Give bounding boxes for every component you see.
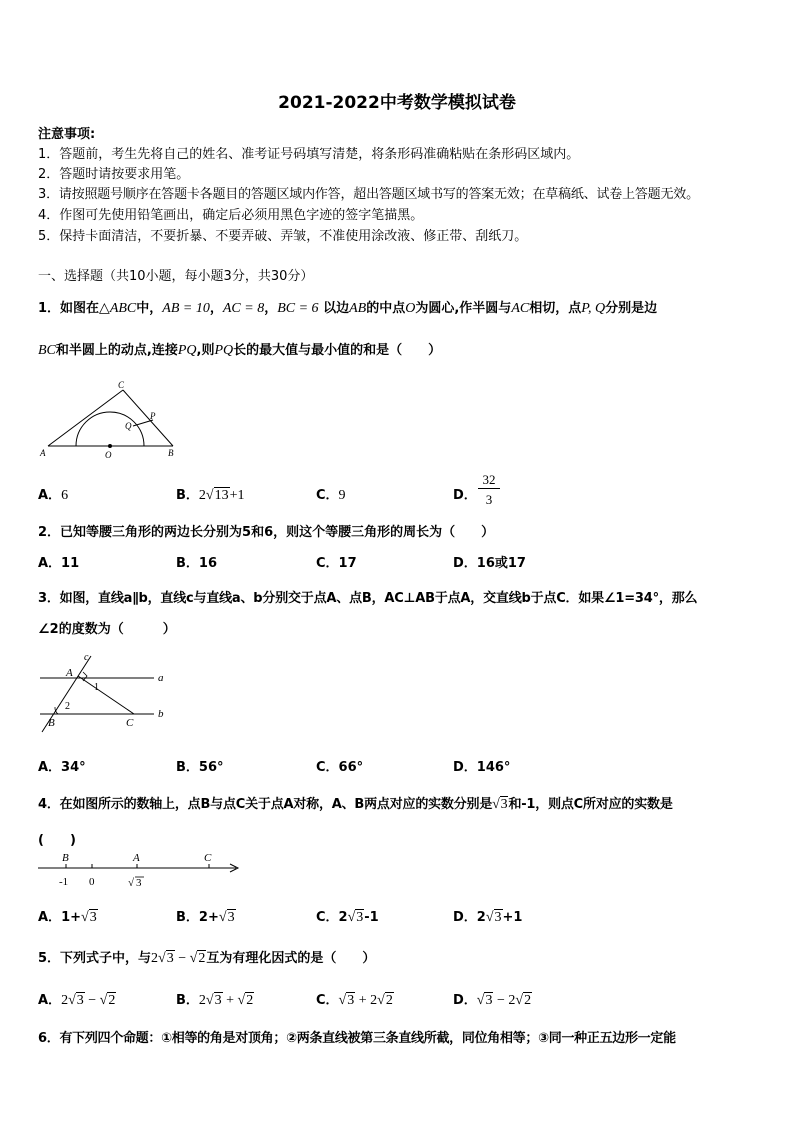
page-title: 2021-2022中考数学模拟试卷 bbox=[278, 93, 516, 113]
tick-sqrt3: 3 bbox=[136, 877, 142, 889]
option-3a[interactable]: A．34° bbox=[38, 760, 86, 775]
label-A: A bbox=[133, 852, 140, 864]
option-2c[interactable]: C．17 bbox=[316, 556, 357, 571]
figure-triangle-semicircle bbox=[38, 378, 178, 460]
option-4c[interactable]: C．2√3-1 bbox=[316, 910, 379, 925]
label-A: A bbox=[40, 448, 46, 458]
option-3c[interactable]: C．66° bbox=[316, 760, 364, 775]
label-c: c bbox=[84, 652, 89, 663]
label-B: B bbox=[62, 852, 69, 864]
label-O: O bbox=[105, 450, 112, 460]
tick-0: 0 bbox=[89, 876, 95, 888]
option-2d[interactable]: D．16或17 bbox=[453, 556, 526, 571]
question-4-line1: 4．在如图所示的数轴上，点B与点C关于点A对称，A、B两点对应的实数分别是√3和-1，则点C所对应的实数是 bbox=[38, 797, 673, 812]
label-b: b bbox=[158, 708, 164, 720]
option-4d[interactable]: D．2√3+1 bbox=[453, 910, 523, 925]
question-6: 6．有下列四个命题：①相等的角是对顶角；②两条直线被第三条直线所截，同位角相等；③同一种正五边形一定能 bbox=[38, 1031, 676, 1046]
option-2b[interactable]: B．16 bbox=[176, 556, 217, 571]
option-5b[interactable]: B．2√3 + √2 bbox=[176, 993, 254, 1008]
fraction-denominator: 3 bbox=[485, 492, 493, 507]
question-1-line2: BC和半圆上的动点,连接PQ,则PQ长的最大值与最小值的和是（ ） bbox=[38, 343, 442, 358]
label-B: B bbox=[48, 717, 55, 729]
svg-text:√: √ bbox=[128, 877, 135, 889]
question-4-line2: ( ) bbox=[38, 833, 76, 848]
label-C: C bbox=[118, 380, 125, 390]
option-1b[interactable]: B．2√13+1 bbox=[176, 488, 245, 503]
label-A: A bbox=[66, 667, 73, 679]
notice-item: 4．作图可先使用铅笔画出，确定后必须用黑色字迹的签字笔描黑。 bbox=[38, 208, 424, 223]
label-C: C bbox=[126, 717, 134, 729]
option-1d[interactable]: D． bbox=[453, 488, 477, 503]
question-3-line2: ∠2的度数为（ ） bbox=[38, 622, 176, 637]
label-angle-1: 1 bbox=[94, 682, 99, 693]
question-3-line1: 3．如图，直线a∥b，直线c与直线a、b分别交于点A、点B，AC⊥AB于点A，交直线b于点C．如果∠1=34°，那么 bbox=[38, 591, 698, 606]
figure-number-line bbox=[36, 848, 246, 894]
notice-item: 2．答题时请按要求用笔。 bbox=[38, 167, 190, 182]
question-2: 2．已知等腰三角形的两边长分别为5和6，则这个等腰三角形的周长为（ ） bbox=[38, 525, 495, 540]
option-1a[interactable]: A．6 bbox=[38, 488, 69, 503]
option-4a[interactable]: A．1+√3 bbox=[38, 910, 97, 925]
question-5: 5．下列式子中，与2√3 − √2互为有理化因式的是（ ） bbox=[38, 951, 376, 966]
label-C: C bbox=[204, 852, 212, 864]
option-3b[interactable]: B．56° bbox=[176, 760, 224, 775]
label-angle-2: 2 bbox=[65, 701, 70, 712]
notice-item: 3．请按照题号顺序在答题卡各题目的答题区域内作答，超出答题区域书写的答案无效；在草稿纸、试卷上答题无效。 bbox=[38, 187, 699, 202]
option-4b[interactable]: B．2+√3 bbox=[176, 910, 235, 925]
fraction-numerator: 32 bbox=[478, 472, 500, 489]
notice-item: 5．保持卡面清洁，不要折暴、不要弄破、弄皱，不准使用涂改液、修正带、刮纸刀。 bbox=[38, 229, 528, 244]
label-Q: Q bbox=[125, 421, 132, 431]
option-5c[interactable]: C．√3 + 2√2 bbox=[316, 993, 393, 1008]
section-heading: 一、选择题（共10小题，每小题3分，共30分） bbox=[38, 269, 314, 284]
label-B: B bbox=[168, 448, 174, 458]
label-a: a bbox=[158, 672, 164, 684]
figure-parallel-lines bbox=[36, 650, 176, 735]
tick-minus-1: -1 bbox=[59, 876, 69, 888]
option-3d[interactable]: D．146° bbox=[453, 760, 511, 775]
option-2a[interactable]: A．11 bbox=[38, 556, 80, 571]
option-5d[interactable]: D．√3 − 2√2 bbox=[453, 993, 532, 1008]
notice-item: 1．答题前，考生先将自己的姓名、准考证号码填写清楚，将条形码准确粘贴在条形码区域内。 bbox=[38, 147, 580, 162]
notice-heading: 注意事项: bbox=[38, 127, 96, 142]
label-P: P bbox=[150, 411, 156, 421]
option-1c[interactable]: C．9 bbox=[316, 488, 346, 503]
option-5a[interactable]: A．2√3 − √2 bbox=[38, 993, 116, 1008]
question-1-line1: 1．如图在△ABC中，AB = 10，AC = 8，BC = 6 以边AB的中点O为圆心,作半圆与AC相切，点P, Q分别是边 bbox=[38, 301, 658, 316]
